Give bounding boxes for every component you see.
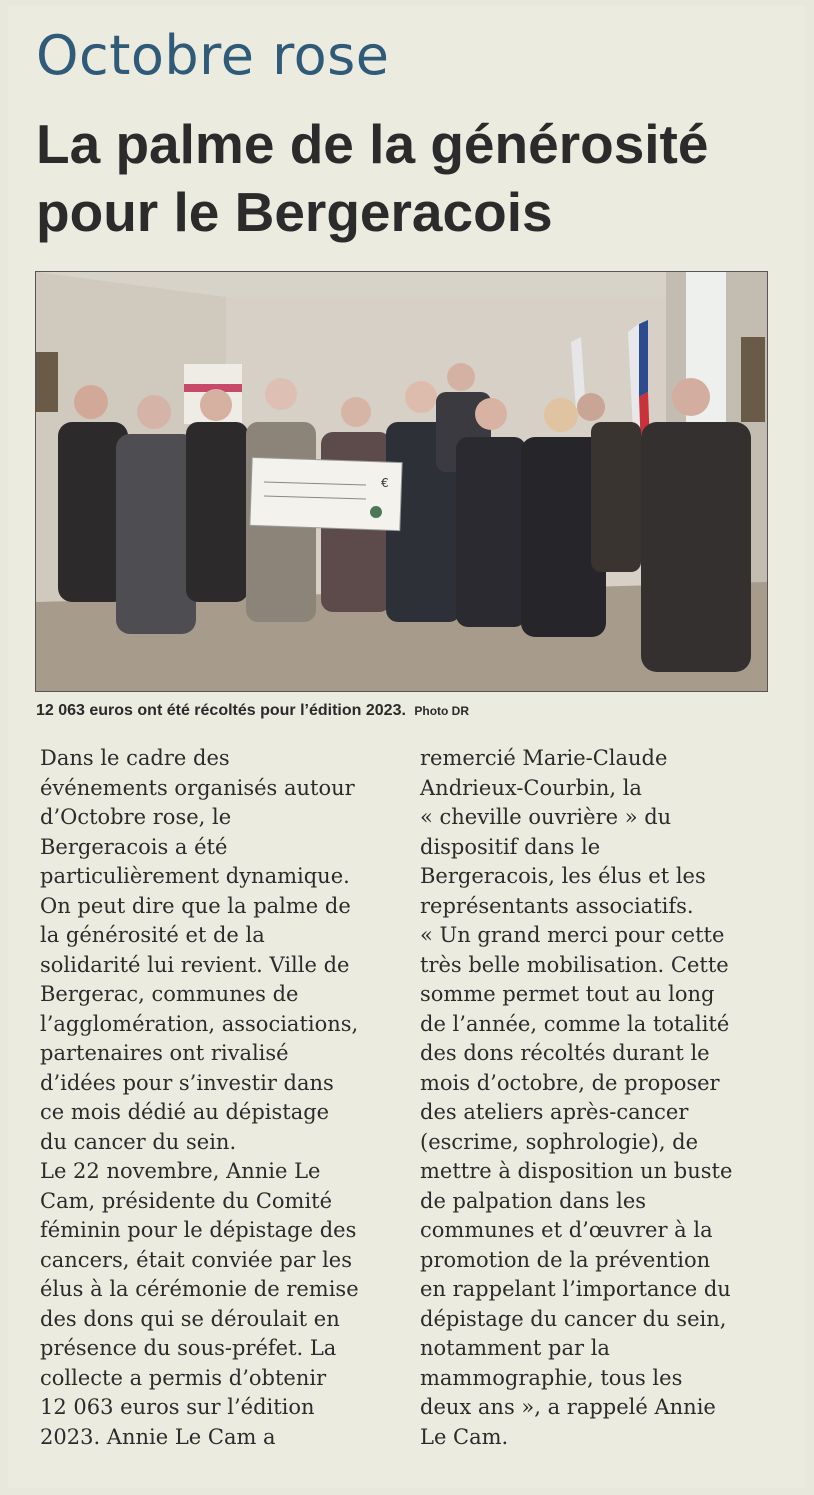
body-line: communes et d’œuvrer à la bbox=[420, 1218, 713, 1242]
caption-text: 12 063 euros ont été récoltés pour l’édition 2023. bbox=[36, 702, 406, 719]
body-line: ce mois dédié au dépistage bbox=[40, 1100, 330, 1124]
group-photo-illustration bbox=[36, 272, 767, 691]
body-line: Cam, présidente du Comité bbox=[40, 1188, 333, 1213]
body-line: l’agglomération, associations, bbox=[40, 1011, 359, 1036]
body-line: élus à la cérémonie de remise bbox=[40, 1277, 359, 1301]
body-line: 2023. Annie Le Cam a bbox=[40, 1424, 276, 1449]
body-line: On peut dire que la palme de bbox=[40, 893, 351, 918]
body-line: mettre à disposition un buste bbox=[420, 1159, 733, 1183]
body-line: des ateliers après-cancer bbox=[420, 1100, 689, 1124]
body-line: la générosité et de la bbox=[40, 923, 265, 947]
body-line: événements organisés autour bbox=[40, 775, 355, 800]
body-line: dispositif dans le bbox=[420, 834, 601, 859]
body-line: Bergerac, communes de bbox=[40, 982, 299, 1006]
body-line: Le Cam. bbox=[420, 1424, 509, 1449]
cheque-currency: € bbox=[381, 476, 389, 490]
body-line: somme permet tout au long bbox=[420, 982, 715, 1006]
body-line: présence du sous-préfet. La bbox=[40, 1336, 337, 1360]
photo-credit: Photo DR bbox=[414, 704, 470, 718]
body-line: des dons récoltés durant le bbox=[420, 1041, 710, 1065]
body-line: dépistage du cancer du sein, bbox=[420, 1306, 727, 1331]
body-line: très belle mobilisation. Cette bbox=[420, 952, 729, 977]
body-line: cancers, était conviée par les bbox=[40, 1247, 353, 1272]
body-line: solidarité lui revient. Ville de bbox=[40, 952, 350, 977]
body-line: particulièrement dynamique. bbox=[40, 864, 350, 888]
body-line: « Un grand merci pour cette bbox=[420, 923, 725, 947]
body-line: promotion de la prévention bbox=[420, 1247, 711, 1272]
body-line: de l’année, comme la totalité bbox=[420, 1011, 730, 1036]
body-line: Dans le cadre des bbox=[40, 746, 230, 770]
body-line: d’Octobre rose, le bbox=[40, 805, 232, 829]
group-photo bbox=[35, 271, 768, 692]
body-line: mois d’octobre, de proposer bbox=[420, 1070, 720, 1095]
body-line: en rappelant l’importance du bbox=[420, 1277, 731, 1301]
body-line: Le 22 novembre, Annie Le bbox=[40, 1159, 321, 1183]
body-column-right bbox=[420, 744, 780, 1452]
body-line: notamment par la bbox=[420, 1336, 610, 1360]
body-line: des dons qui se déroulait en bbox=[40, 1306, 340, 1331]
body-line: du cancer du sein. bbox=[40, 1129, 237, 1154]
body-line: 12 063 euros sur l’édition bbox=[40, 1395, 315, 1419]
body-line: Bergeracois, les élus et les bbox=[420, 864, 706, 888]
body-line: « cheville ouvrière » du bbox=[420, 805, 672, 829]
body-line: mammographie, tous les bbox=[420, 1365, 683, 1390]
headline-line-2: pour le Bergeracois bbox=[36, 181, 553, 243]
body-line: d’idées pour s’investir dans bbox=[40, 1070, 334, 1095]
body-line: représentants associatifs. bbox=[420, 893, 694, 918]
body-line: partenaires ont rivalisé bbox=[40, 1041, 289, 1065]
body-line: Bergeracois a été bbox=[40, 834, 228, 859]
photo-caption bbox=[36, 702, 776, 720]
headline-line-1: La palme de la générosité bbox=[36, 113, 709, 175]
body-column-left bbox=[40, 744, 400, 1452]
body-line: de palpation dans les bbox=[420, 1188, 647, 1213]
headline bbox=[36, 110, 776, 246]
body-line: (escrime, sophrologie), de bbox=[420, 1129, 699, 1154]
body-line: collecte a permis d’obtenir bbox=[40, 1365, 327, 1390]
body-line: féminin pour le dépistage des bbox=[40, 1218, 357, 1242]
section-kicker: Octobre rose bbox=[36, 24, 390, 87]
body-line: deux ans », a rappelé Annie bbox=[420, 1395, 716, 1419]
body-line: Andrieux-Courbin, la bbox=[420, 775, 642, 800]
body-line: remercié Marie-Claude bbox=[420, 746, 668, 770]
